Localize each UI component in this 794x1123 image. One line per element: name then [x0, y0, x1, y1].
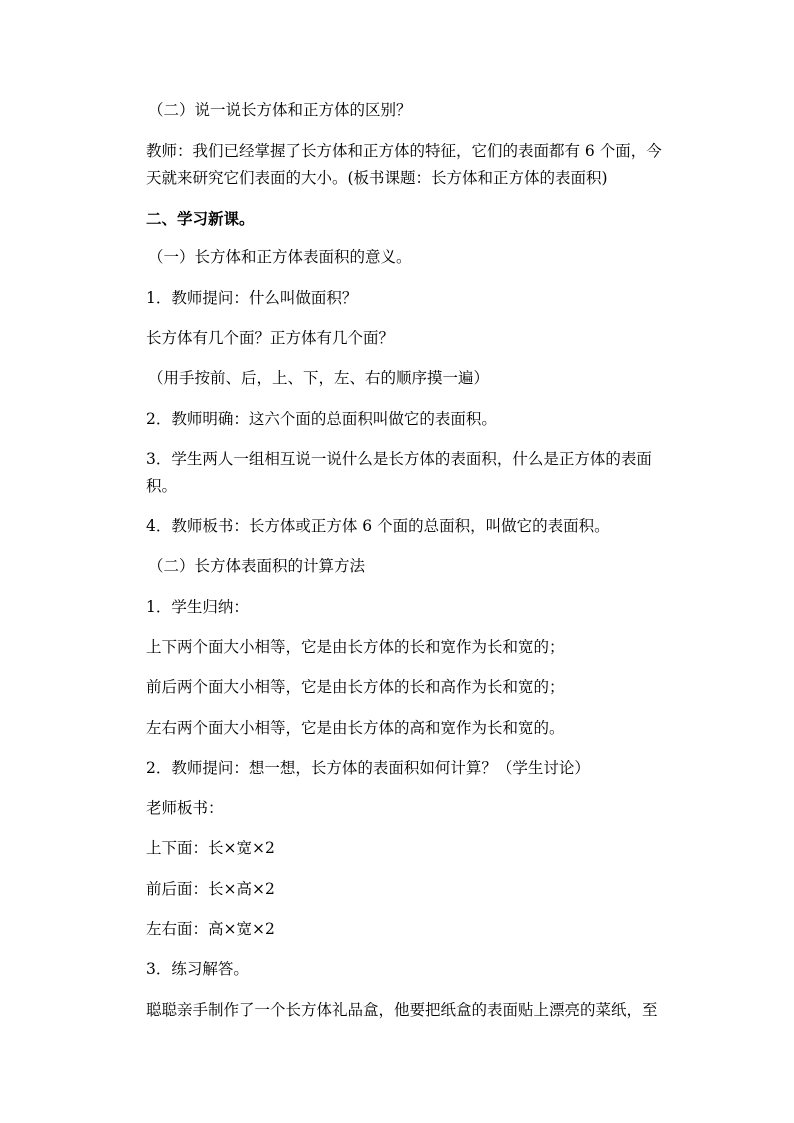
paragraph-touch-order: （用手按前、后，上、下，左、右的顺序摸一遍） [148, 369, 490, 387]
paragraph-item-2-definition: 2．教师明确：这六个面的总面积叫做它的表面积。 [146, 410, 497, 428]
subheading-surface-area-meaning: （一）长方体和正方体表面积的意义。 [148, 248, 412, 266]
paragraph-left-right-faces: 左右两个面大小相等，它是由长方体的高和宽作为长和宽的。 [146, 719, 565, 737]
paragraph-item-1-question: 1．教师提问：什么叫做面积？ [146, 289, 358, 307]
paragraph-teacher-intro-line1: 教师：我们已经掌握了长方体和正方体的特征，它们的表面都有 6 个面，今 [146, 142, 662, 160]
paragraph-difference-question: （二）说一说长方体和正方体的区别？ [148, 101, 412, 119]
formula-left-right: 左右面：高×宽×2 [146, 920, 275, 938]
paragraph-gift-box-problem: 聪聪亲手制作了一个长方体礼品盒，他要把纸盒的表面贴上漂亮的菜纸，至 [146, 1001, 658, 1019]
paragraph-student-summary: 1．学生归纳： [146, 598, 249, 616]
paragraph-item-2-calculation-question: 2．教师提问：想一想，长方体的表面积如何计算？（学生讨论） [146, 759, 590, 777]
formula-top-bottom: 上下面：长×宽×2 [146, 839, 275, 857]
paragraph-faces-question: 长方体有几个面？正方体有几个面？ [146, 329, 395, 347]
paragraph-item-3-line1: 3．学生两人一组相互说一说什么是长方体的表面积，什么是正方体的表面 [146, 450, 652, 468]
paragraph-front-back-faces: 前后两个面大小相等，它是由长方体的长和高作为长和宽的； [146, 678, 565, 696]
paragraph-item-4-board: 4．教师板书：长方体或正方体 6 个面的总面积，叫做它的表面积。 [146, 517, 610, 535]
section-heading-new-lesson: 二、学习新课。 [146, 209, 255, 228]
subheading-calculation-method: （二）长方体表面积的计算方法 [148, 557, 366, 575]
paragraph-item-3-practice: 3．练习解答。 [146, 960, 249, 978]
formula-front-back: 前后面：长×高×2 [146, 880, 275, 898]
paragraph-teacher-intro-line2: 天就来研究它们表面的大小。(板书课题：长方体和正方体的表面积) [146, 169, 608, 187]
paragraph-teacher-board: 老师板书： [146, 799, 224, 817]
paragraph-top-bottom-faces: 上下两个面大小相等，它是由长方体的长和宽作为长和宽的； [146, 638, 565, 656]
paragraph-item-3-line2: 积。 [146, 477, 178, 495]
